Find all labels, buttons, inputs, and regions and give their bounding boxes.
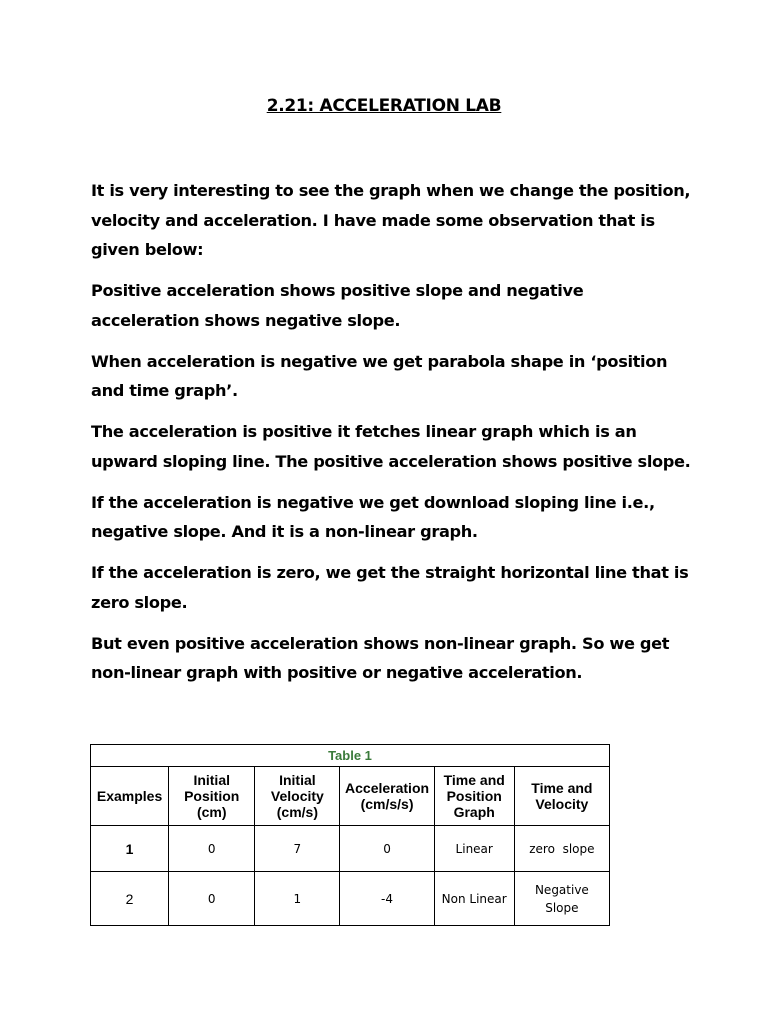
- column-header: Acceleration (cm/s/s): [340, 767, 434, 826]
- table-cell: Negative Slope: [514, 872, 609, 926]
- table-row: [91, 872, 610, 926]
- column-header: Initial Position (cm): [169, 767, 255, 826]
- table-cell: Non Linear: [434, 872, 514, 926]
- paragraph: It is very interesting to see the graph when we change the position, velocity and acceleration. I have made some observation that is given below:: [91, 181, 691, 259]
- observations-text: [91, 176, 691, 699]
- table-cell: 1: [255, 872, 340, 926]
- table-caption: Table 1: [91, 745, 610, 767]
- paragraph: When acceleration is negative we get parabola shape in ‘position and time graph’.: [91, 351, 668, 400]
- table-cell: 1: [91, 826, 169, 872]
- table-cell: 0: [169, 872, 255, 926]
- table-row: [91, 826, 610, 872]
- table-cell: 2: [91, 872, 169, 926]
- page-title: 2.21: ACCELERATION LAB: [266, 96, 502, 116]
- table-cell: 0: [340, 826, 434, 872]
- paragraph: But even positive acceleration shows non-linear graph. So we get non-linear graph with positive or negative acceleration.: [91, 633, 670, 682]
- paragraph: Positive acceleration shows positive slope and negative acceleration shows negative slope.: [91, 281, 584, 330]
- table-cell: Linear: [434, 826, 514, 872]
- paragraph: If the acceleration is zero, we get the straight horizontal line that is zero slope.: [91, 563, 689, 612]
- paragraph: If the acceleration is negative we get download sloping line i.e., negative slope. And it is a non-linear graph.: [91, 492, 655, 541]
- table-cell: zero slope: [514, 826, 609, 872]
- table-cell: -4: [340, 872, 434, 926]
- column-header: Initial Velocity (cm/s): [255, 767, 340, 826]
- data-table: [90, 744, 610, 926]
- column-header: Examples: [91, 767, 169, 826]
- table-cell: 7: [255, 826, 340, 872]
- paragraph: The acceleration is positive it fetches linear graph which is an upward sloping line. The positive acceleration shows positive slope.: [91, 422, 691, 471]
- table-caption-row: [91, 745, 610, 767]
- table-cell: 0: [169, 826, 255, 872]
- column-header: Time and Position Graph: [434, 767, 514, 826]
- column-header: Time and Velocity: [514, 767, 609, 826]
- table-header-row: [91, 767, 610, 826]
